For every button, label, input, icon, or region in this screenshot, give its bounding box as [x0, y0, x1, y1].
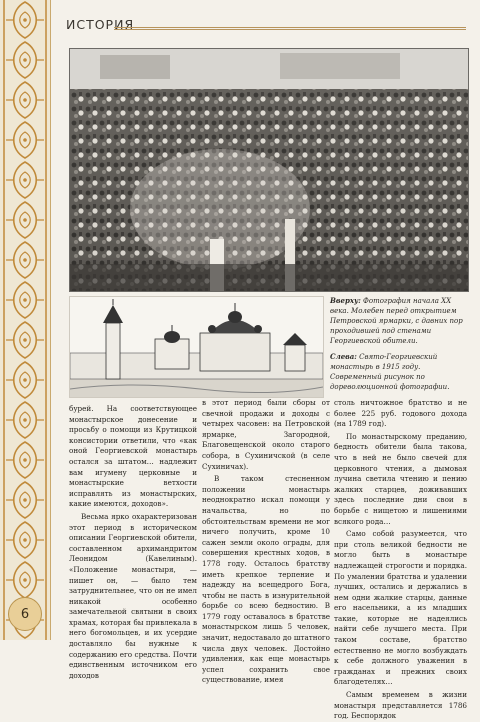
photo-captions [330, 296, 470, 398]
top-photo-caption [330, 296, 470, 346]
paragraph: По монастырскому преданию, бедность обители была такова, что в ней не было свечей для церковного чтения, а дымовая лучина светила чтению и пению жалких старцев, доживавших здесь последние дни свои в борьбе с нищетою и лишениями всякого рода… [334, 431, 467, 526]
monastery-drawing-image [70, 297, 323, 397]
paragraph: в этот период были сборы от свечной продажи и доходы с четырех часовен: на Петровской ярмарке, Загородной, Благовещенской около старого собора, в Сухиничской (в селе Сухиничах). [202, 398, 330, 471]
border-ornament-pattern [0, 0, 50, 640]
page-number: 6 [8, 597, 42, 631]
paragraph: столь ничтожное братство и не более 225 руб. годового дохода (на 1789 год). [334, 398, 467, 429]
header-rule [114, 27, 466, 30]
caption-label-bottom: Слева: [330, 352, 357, 361]
section-header [66, 14, 466, 36]
text-column-2 [202, 398, 330, 686]
crowd-photo-image [70, 49, 468, 291]
paragraph: Самым временем в жизни монастыря представляется 1786 год. Беспорядок [334, 690, 467, 721]
caption-text-top: Фотография начала XX века. Молебен перед открытием Петровской ярмарки, с давних пор проходившей под стенами Георгиевской обители. [330, 297, 463, 345]
section-title: ИСТОРИЯ [66, 17, 135, 32]
historical-crowd-photo [69, 48, 469, 292]
caption-text-bottom: Свято-Георгиевский монастырь в 1915 году. Современный рисунок по дореволюционной фотографии. [330, 353, 450, 391]
paragraph: бурей. На соответствующее монастырское донесение и просьбу о помощи из Крутицкой консистории ответили, что «как оной Георгиевской монастырь остался за штатом… надлежит вам игумену церковные и монастырские ветхости исправлять из монастырских, какие имеются, доходов». [69, 404, 197, 509]
text-column-3 [334, 398, 467, 722]
monastery-drawing [69, 296, 324, 398]
ornamental-border [0, 0, 51, 640]
paragraph: Само собой разумеется, что при столь великой бедности не могло быть в монастыре надлежащей строгости и порядка. По умалении братства и удалении лучших, остались и держались в нем одни жалкие старцы, данные его насельники, а из младших такие, которые не надеялись найти себе лучшего места. При таком составе, братство естественно не могло возбуждать к себе должного уважения в гражданах и прежних своих благодетелях… [334, 529, 467, 687]
paragraph: В таком стесненном положении монастырь неоднократно искал помощи у начальства, но по обстоятельствам времени не мог ничего получить, кроме 10 сажен земли около ограды, для совершения крестных ходов, в 1778 году. Осталось братству иметь крепкое терпение и надежду на всещедрого Бога, чтобы не пасть в изнурительной борьбе со всею бедностию. В 1779 году оставалось в братстве монастырском лишь 5 человек, значит, недоставало до штатного числа двух человек. Достойно удивления, как еще монастырь успел сохранить свое существование, имея [202, 474, 330, 685]
paragraph: Весьма ярко охарактеризован этот период в историческом описании Георгиевской обители, составленном архимандритом Леонидом (Кавелиным). «Положение монастыря, — пишет он, — было тем затруднительнее, что он не имел никакой особенно замечательной святыни в своих храмах, которая бы привлекала в него богомольцев, и их усердие доставляло бы нужные к содержанию его средства. Почти единственным источником его доходов [69, 511, 197, 680]
caption-label-top: Вверху: [330, 296, 361, 305]
bottom-photo-caption [330, 352, 470, 392]
